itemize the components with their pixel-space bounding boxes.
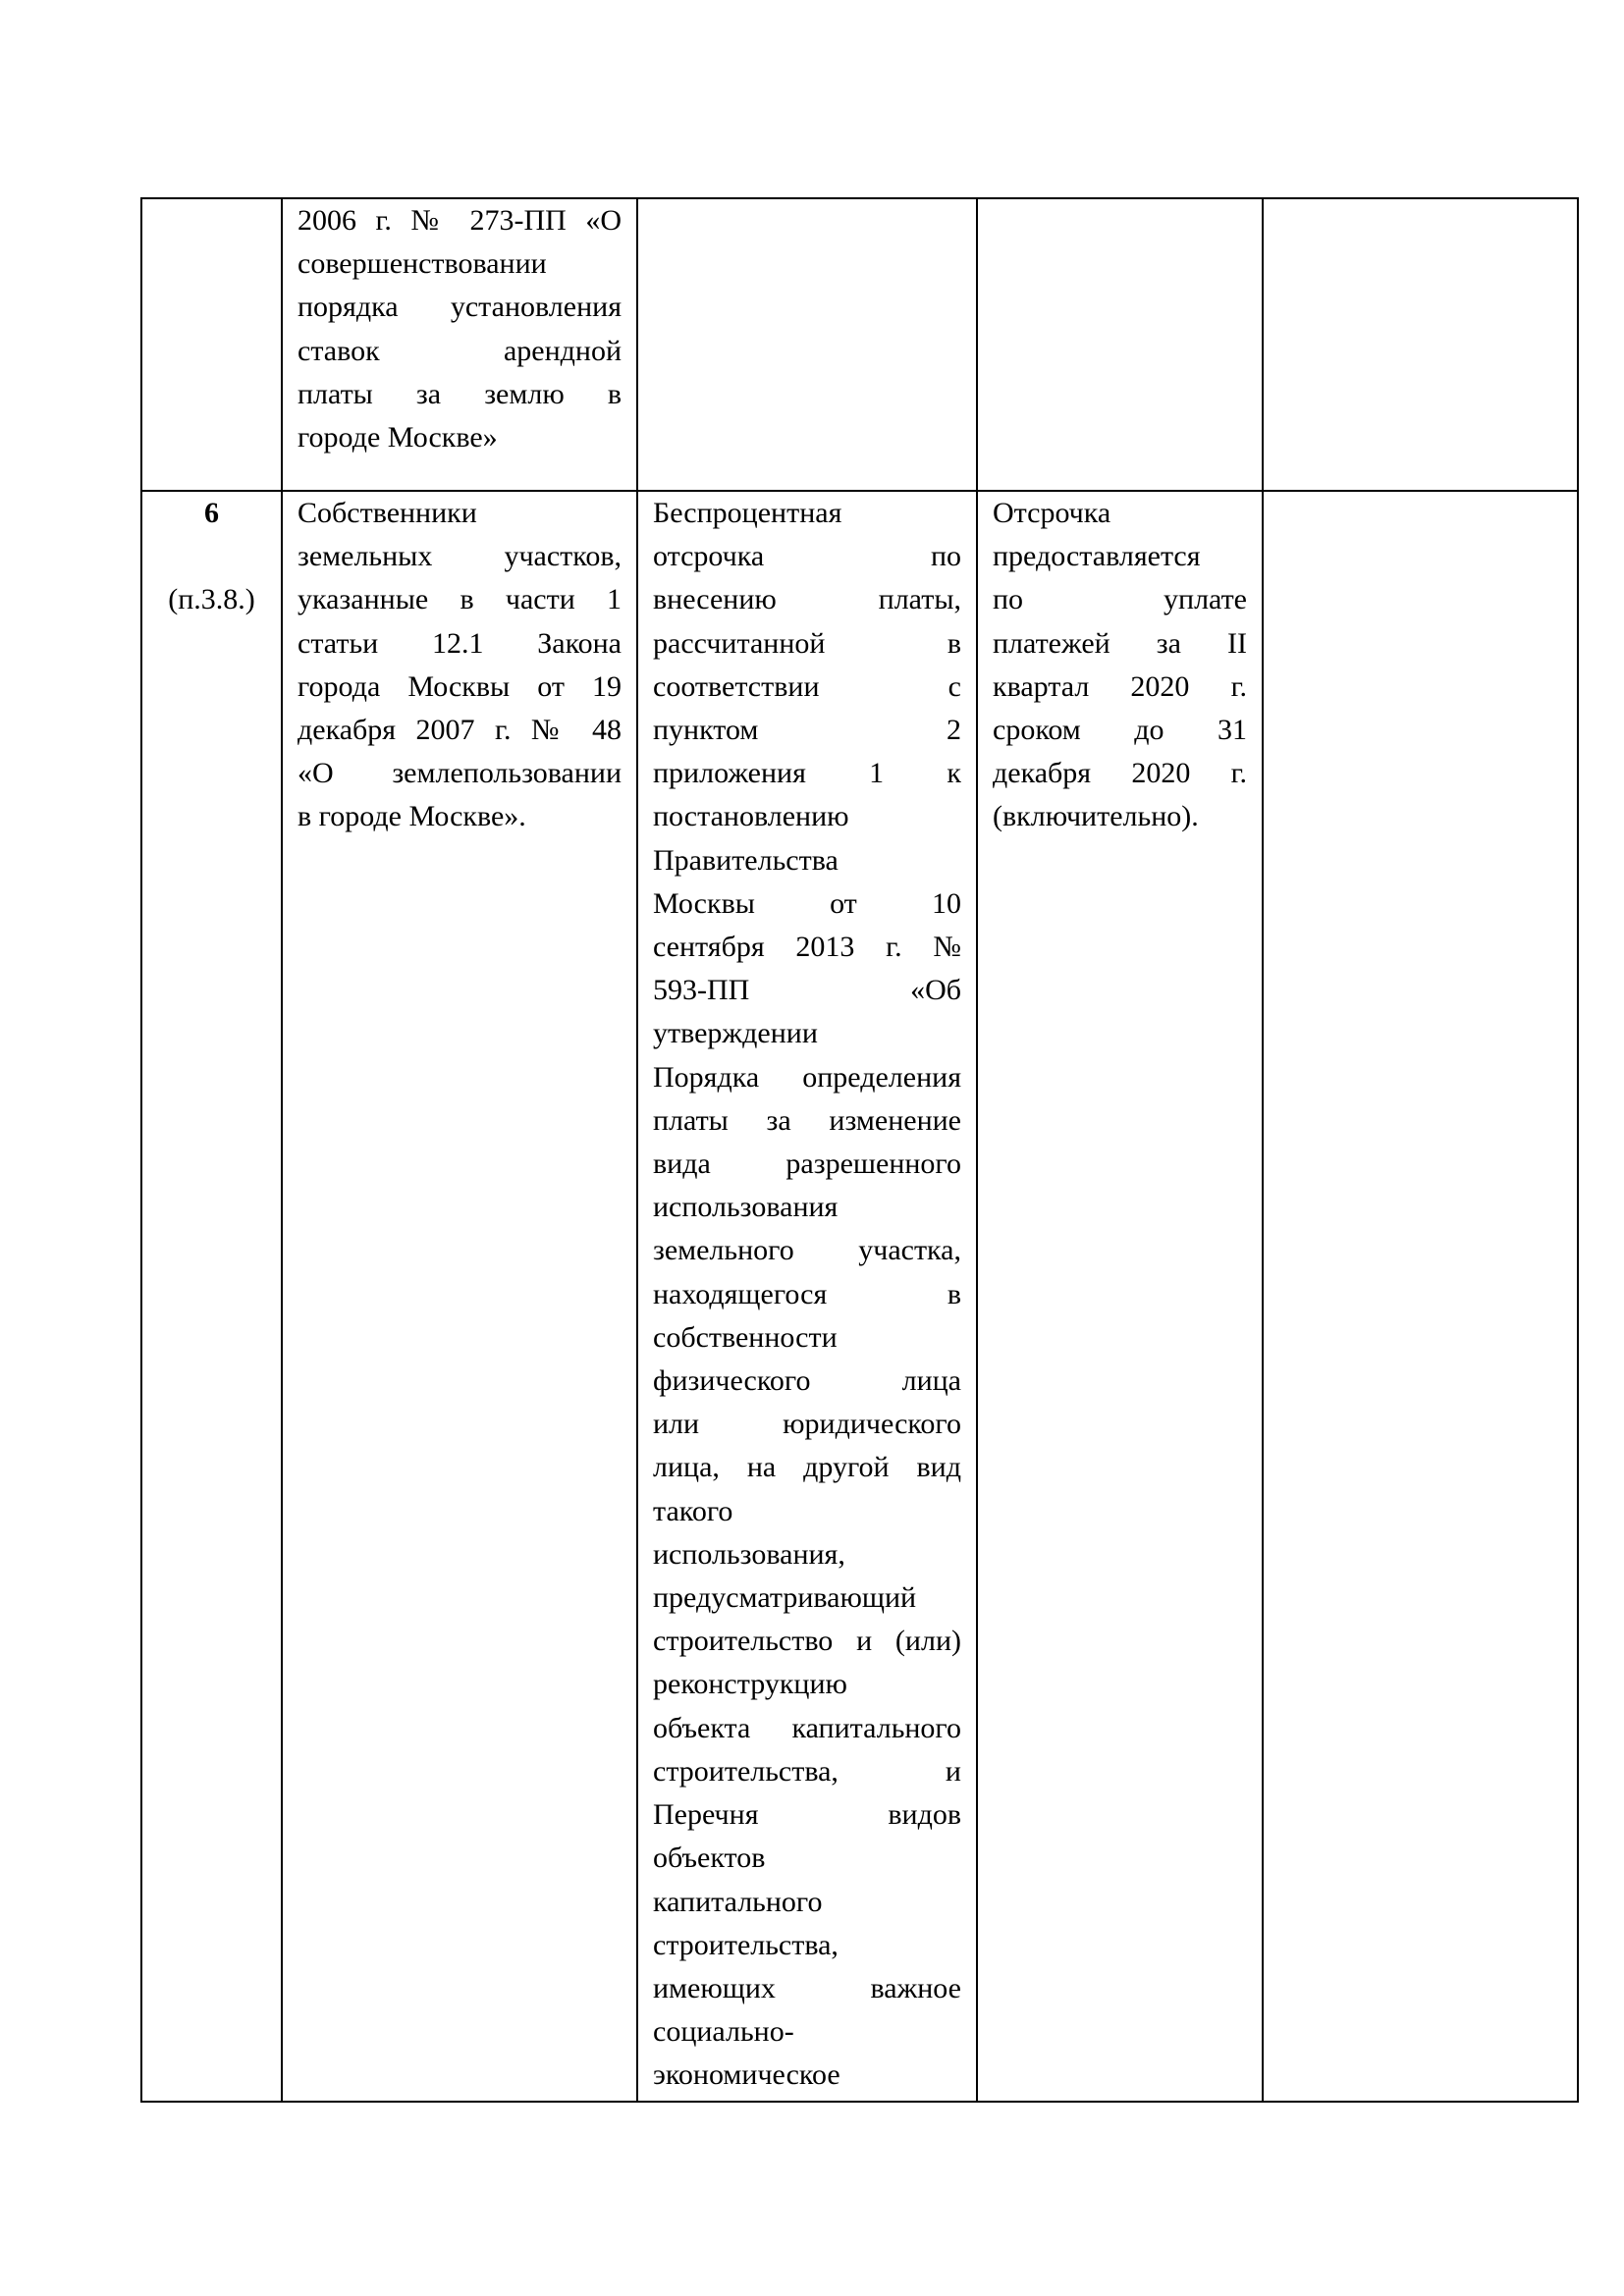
text-line: платы за изменение [653,1103,961,1137]
text-line: платежей за II [993,626,1247,660]
text-line: сроком до 31 [993,714,1247,747]
table-row-continuation [141,198,1578,491]
text-line: Собственники [298,497,477,529]
text-line: квартал 2020 г. [993,669,1247,703]
cell-notes-empty [1263,198,1578,491]
text-line: собственности [653,1320,838,1354]
text-line: внесению платы, [653,583,961,616]
text-line: предусматривающий [653,1581,917,1615]
text-line: объектов [653,1842,766,1875]
text-line: статьи 12.1 Закона [298,626,622,660]
text-line: реконструкцию [653,1668,847,1701]
text-line: находящегося в [653,1277,961,1310]
text-line: декабря 2007 г. № 48 [298,714,622,747]
cell-measure-empty [637,198,977,491]
cell-recipients [282,198,637,491]
text-line: совершенствовании [298,247,547,281]
text-line: сентября 2013 г. № [653,931,961,964]
text-line: Правительства [653,843,839,877]
text-line: земельного участка, [653,1234,961,1267]
text-line: ставок арендной [298,334,622,367]
text-line: указанные в части 1 [298,583,622,616]
text-line: капитального [653,1885,823,1918]
recipients-text [283,199,636,459]
cell-measure [637,491,977,2102]
text-line: города Москвы от 19 [298,669,622,703]
table-row-6 [141,491,1578,2102]
text-line: постановлению [653,800,849,833]
text-line: приложения 1 к [653,757,961,790]
text-line: отсрочка по [653,540,961,573]
text-line: экономическое [653,2058,840,2092]
cell-recipients [282,491,637,2102]
cell-terms-empty [977,198,1263,491]
cell-number-empty [141,198,282,491]
text-line: Отсрочка [993,497,1111,529]
row-reference: (п.3.8.) [168,583,255,616]
cell-notes-empty [1263,491,1578,2102]
measure-text [638,492,976,2098]
text-line: имеющих важное [653,1971,961,2004]
cell-number [141,491,282,2102]
text-line: рассчитанной в [653,626,961,660]
text-line: «О землепользовании [298,757,622,790]
text-line: порядка установления [298,291,622,324]
text-line: Москвы от 10 [653,886,961,920]
document-table [140,197,1579,2103]
text-line: городе Москве» [298,421,498,454]
text-line: утверждении [653,1017,818,1050]
recipients-text [283,492,636,839]
text-line: соответствии с [653,669,961,703]
cell-terms [977,491,1263,2102]
text-line: лица, на другой вид [653,1451,961,1484]
text-line: социально- [653,2015,794,2049]
text-line: или юридического [653,1408,961,1441]
text-line: (включительно). [993,800,1199,833]
text-line: Беспроцентная [653,497,842,529]
text-line: использования, [653,1537,845,1571]
text-line: такого [653,1494,733,1527]
text-line: декабря 2020 г. [993,757,1247,790]
text-line: объекта капитального [653,1711,961,1744]
text-line: строительство и (или) [653,1625,961,1658]
text-line: вида разрешенного [653,1148,961,1181]
text-line: предоставляется [993,540,1201,573]
text-line: 2006 г. № 273-ПП «О [298,204,622,237]
text-line: по уплате [993,583,1247,616]
text-line: Порядка определения [653,1060,961,1094]
text-line: 593-ПП «Об [653,974,961,1007]
text-line: физического лица [653,1364,961,1398]
text-line: земельных участков, [298,540,622,573]
text-line: строительства, и [653,1754,961,1788]
text-line: платы за землю в [298,377,622,410]
text-line: использования [653,1191,839,1224]
terms-text [978,492,1262,839]
text-line: строительства, [653,1928,839,1961]
text-line: пунктом 2 [653,714,961,747]
text-line: Перечня видов [653,1798,961,1832]
row-number: 6 [204,497,219,529]
text-line: в городе Москве». [298,800,526,833]
